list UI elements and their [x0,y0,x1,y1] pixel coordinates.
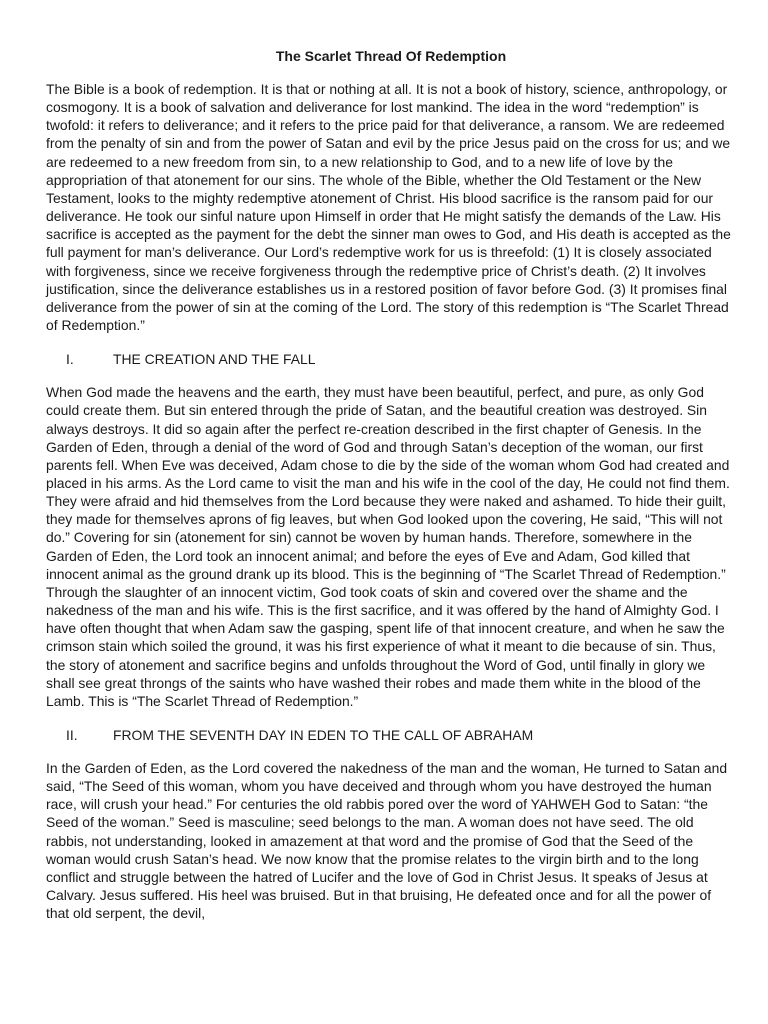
section-2-paragraph: In the Garden of Eden, as the Lord covered the nakedness of the man and the woman, He turned to Satan and said, “The Seed of this woman, whom you have deceived and through whom you have destroyed the human race, will crush your head.” For centuries the old rabbis pored over the word of YAHWEH God to Satan: “the Seed of the woman.” Seed is masculine; seed belongs to the man. A woman does not have seed. The old rabbis, not understanding, looked in amazement at that word and the promise of God that the Seed of the woman would crush Satan’s head. We now know that the promise relates to the virgin birth and to the long conflict and struggle between the hatred of Lucifer and the love of God in Christ Jesus. It speaks of Jesus at Calvary. Jesus suffered. His heel was bruised. But in that bruising, He defeated once and for all the power of that old serpent, the devil, [46,760,728,922]
section-heading-text: FROM THE SEVENTH DAY IN EDEN TO THE CALL OF ABRAHAM [113,727,534,743]
intro-paragraph: The Bible is a book of redemption. It is that or nothing at all. It is not a book of history, science, anthropology, or cosmogony. It is a book of salvation and deliverance for lost mankind. The idea in the word “redemption” is twofold: it refers to deliverance; and it refers to the price paid for that deliverance, a ransom. We are redeemed from the penalty of sin and from the power of Satan and evil by the price Jesus paid on the cross for us; and we are redeemed to a new freedom from sin, to a new relationship to God, and to a new life of love by the appropriation of that atonement for our sins. The whole of the Bible, whether the Old Testament or the New Testament, looks to the mighty redemptive atonement of Christ. His blood sacrifice is the ransom paid for our deliverance. He took our sinful nature upon Himself in order that He might satisfy the demands of the Law. His sacrifice is accepted as the payment for the debt the sinner man owes to God, and His death is accepted as the full payment for man’s deliverance. Our Lord’s redemptive work for us is threefold: (1) It is closely associated with forgiveness, since we receive forgiveness through the redemptive price of Christ’s death. (2) It involves justification, since the deliverance establishes us in a restored position of favor before God. (3) It promises final deliverance from the power of sin at the coming of the Lord. The story of this redemption is “The Scarlet Thread of Redemption.” [46,81,731,334]
document-title: The Scarlet Thread Of Redemption [275,48,507,64]
section-number: II. [66,727,78,743]
section-heading-text: THE CREATION AND THE FALL [113,351,316,368]
section-number: I. [66,351,74,368]
section-1-paragraph: When God made the heavens and the earth, they must have been beautiful, perfect, and pure, as only God could create them. But sin entered through the pride of Satan, and the beautiful creation was destroyed. Sin always destroys. It did so again after the perfect re-creation described in the first chapter of Genesis. In the Garden of Eden, through a denial of the word of God and through Satan’s deception of the woman, our first parents fell. When Eve was deceived, Adam chose to die by the side of the woman whom God had created and placed in his arms. As the Lord came to visit the man and his wife in the cool of the day, He could not find them. They were afraid and hid themselves from the Lord because they were naked and ashamed. To hide their guilt, they made for themselves aprons of fig leaves, but when God looked upon the covering, He said, “This will not do.” Covering for sin (atonement for sin) cannot be woven by human hands. Therefore, somewhere in the Garden of Eden, the Lord took an innocent animal; and before the eyes of Eve and Adam, God killed that innocent animal as the ground drank up its blood. This is the beginning of “The Scarlet Thread of Redemption.” Through the slaughter of an innocent victim, God took coats of skin and covered over the shame and the nakedness of the man and his wife. This is the first sacrifice, and it was offered by the hand of Almighty God. I have often thought that when Adam saw the gasping, spent life of that innocent creature, and when he saw the crimson stain which soiled the ground, it was his first experience of what it meant to die because of sin. Thus, the story of atonement and sacrifice begins and unfolds throughout the Word of God, until finally in glory we shall see great throngs of the saints who have washed their robes and made them white in the blood of the Lamb. This is “The Scarlet Thread of Redemption.” [46,384,730,709]
section-heading-2 [46,726,736,744]
section-heading-1 [46,350,736,368]
document-page [46,0,736,922]
